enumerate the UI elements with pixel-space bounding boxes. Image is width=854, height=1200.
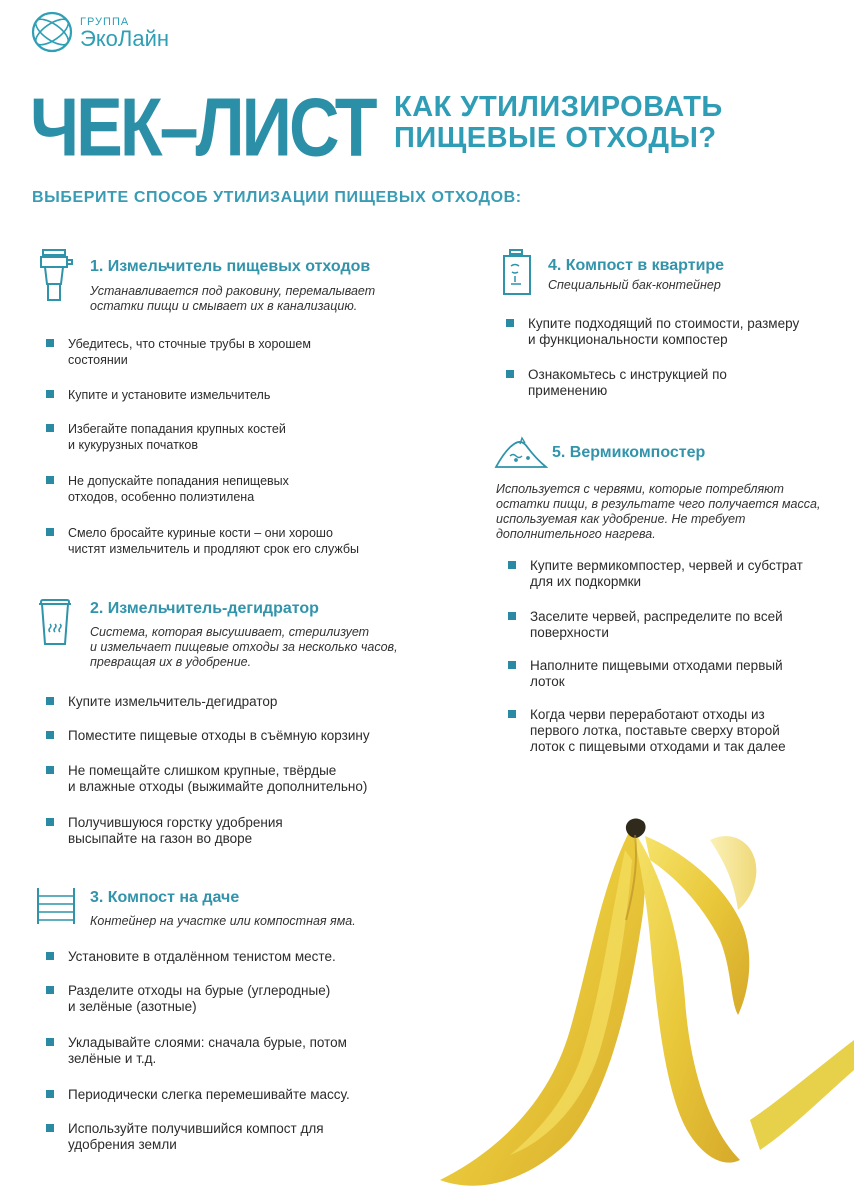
item-line: и зелёные (азотные)	[68, 999, 197, 1014]
bullet-icon	[46, 1124, 54, 1132]
bullet-icon	[46, 1090, 54, 1098]
bullet-icon	[46, 339, 54, 347]
section-5-title: 5. Вермикомпостер	[552, 444, 706, 461]
bullet-icon	[508, 561, 516, 569]
desc-line: превращая их в удобрение.	[90, 655, 252, 669]
section-1-title: 1. Измельчитель пищевых отходов	[90, 258, 371, 275]
bullet-icon	[46, 424, 54, 432]
desc-line: Используется с червями, которые потребляют	[496, 482, 784, 496]
section-2-title: 2. Измельчитель-дегидратор	[90, 600, 319, 617]
bullet-icon	[508, 612, 516, 620]
bullet-icon	[46, 1038, 54, 1046]
item-line: удобрения земли	[68, 1137, 177, 1152]
section-1-desc	[90, 284, 375, 314]
item-line: Не помещайте слишком крупные, твёрдые	[68, 763, 337, 778]
section-5-desc	[496, 482, 820, 542]
desc-line: дополнительного нагрева.	[496, 527, 656, 541]
page-title: ЧЕК–ЛИСТ	[30, 81, 375, 174]
item-line: и влажные отходы (выжимайте дополнительно)	[68, 779, 368, 794]
subtitle-line: КАК УТИЛИЗИРОВАТЬ	[394, 91, 723, 123]
bullet-icon	[46, 697, 54, 705]
item-line: Установите в отдалённом тенистом месте.	[68, 949, 336, 964]
item-line: чистят измельчитель и продляют срок его службы	[68, 542, 359, 556]
item-line: Смело бросайте куриные кости – они хорошо	[68, 526, 333, 540]
desc-line: Система, которая высушивает, стерилизует	[90, 625, 370, 639]
item-line: Заселите червей, распределите по всей	[530, 609, 783, 624]
item-line: и функциональности компостер	[528, 332, 728, 347]
item-line: Разделите отходы на бурые (углеродные)	[68, 983, 331, 998]
desc-line: и измельчает пищевые отходы за несколько часов,	[90, 640, 398, 654]
bullet-icon	[46, 528, 54, 536]
subtitle-line: ПИЩЕВЫЕ ОТХОДЫ?	[394, 122, 717, 154]
desc-line: Контейнер на участке или компостная яма.	[90, 914, 356, 928]
item-line: Когда черви переработают отходы из	[530, 707, 765, 722]
bullet-icon	[46, 986, 54, 994]
item-line: Ознакомьтесь с инструкцией по	[528, 367, 727, 382]
item-line: Избегайте попадания крупных костей	[68, 422, 286, 436]
bullet-icon	[508, 661, 516, 669]
desc-line: остатки пищи и смывает их в канализацию.	[90, 299, 358, 313]
desc-line: Устанавливается под раковину, перемалывает	[90, 284, 376, 298]
section-4-desc	[548, 278, 721, 293]
page-subtitle	[394, 92, 723, 154]
item-line: Поместите пищевые отходы в съёмную корзину	[68, 728, 370, 743]
ecoline-logo	[30, 10, 230, 58]
bullet-icon	[46, 731, 54, 739]
item-line: лоток с пищевыми отходами и так далее	[530, 739, 786, 754]
item-line: применению	[528, 383, 608, 398]
item-line: Периодически слегка перемешивайте массу.	[68, 1087, 350, 1102]
worm-pile-icon	[494, 434, 548, 475]
item-line: Купите измельчитель-дегидратор	[68, 694, 278, 709]
item-line: Наполните пищевыми отходами первый	[530, 658, 783, 673]
item-line: зелёные и т.д.	[68, 1051, 157, 1066]
item-line: высыпайте на газон во дворе	[68, 831, 253, 846]
bullet-icon	[46, 390, 54, 398]
dehydrator-icon	[36, 598, 76, 655]
section-2-desc	[90, 625, 398, 670]
item-line: Не допускайте попадания непищевых	[68, 474, 289, 488]
choose-heading: ВЫБЕРИТЕ СПОСОБ УТИЛИЗАЦИИ ПИЩЕВЫХ ОТХОДОВ:	[32, 189, 522, 206]
item-line: лоток	[530, 674, 565, 689]
item-line: состоянии	[68, 353, 128, 367]
bullet-icon	[506, 370, 514, 378]
item-line: Используйте получившийся компост для	[68, 1121, 324, 1136]
desc-line: используемая как удобрение. Не требует	[496, 512, 746, 526]
bullet-icon	[46, 818, 54, 826]
banana-peel-image	[420, 800, 854, 1200]
section-4-title: 4. Компост в квартире	[548, 257, 725, 274]
item-line: Убедитесь, что сточные трубы в хорошем	[68, 337, 311, 351]
compost-box-icon	[35, 886, 77, 931]
desc-line: Специальный бак-контейнер	[548, 278, 721, 292]
item-line: для их подкормки	[530, 574, 642, 589]
item-line: Купите вермикомпостер, червей и субстрат	[530, 558, 803, 573]
item-line: поверхности	[530, 625, 609, 640]
bullet-icon	[46, 476, 54, 484]
item-line: Получившуюся горстку удобрения	[68, 815, 283, 830]
item-line: Укладывайте слоями: сначала бурые, потом	[68, 1035, 347, 1050]
section-3-desc	[90, 914, 356, 929]
logo-name: ЭкоЛайн	[80, 26, 170, 51]
logo-group-label: ГРУППА	[80, 16, 130, 28]
item-line: Купите и установите измельчитель	[68, 388, 271, 402]
item-line: первого лотка, поставьте сверху второй	[530, 723, 780, 738]
item-line: отходов, особенно полиэтилена	[68, 490, 255, 504]
bullet-icon	[506, 319, 514, 327]
section-3-title: 3. Компост на даче	[90, 889, 240, 906]
bullet-icon	[46, 952, 54, 960]
logo-mark-icon	[30, 10, 74, 54]
item-line: Купите подходящий по стоимости, размеру	[528, 316, 800, 331]
compost-bin-icon	[500, 248, 534, 303]
desc-line: остатки пищи, в результате чего получается масса,	[496, 497, 821, 511]
bullet-icon	[46, 766, 54, 774]
grinder-icon	[38, 248, 78, 313]
item-line: и кукурузных початков	[68, 438, 198, 452]
bullet-icon	[508, 710, 516, 718]
